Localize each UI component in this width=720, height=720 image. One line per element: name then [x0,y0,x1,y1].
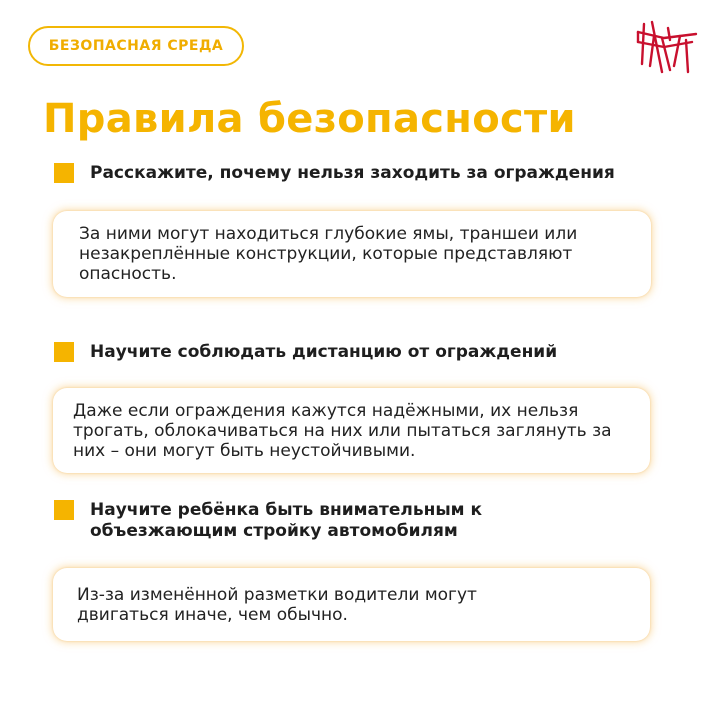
rule-description-card [53,568,650,641]
square-bullet-icon [54,342,74,362]
rule-description: Даже если ограждения кажутся надёжными, их нельзя трогать, облокачиваться на них или пытаться заглянуть за них – они могут быть неустойчивыми. [73,400,612,461]
rule-description: Из-за изменённой разметки водители могут двигаться иначе, чем обычно. [77,584,477,625]
rule-item [54,500,530,542]
rule-item [54,342,650,363]
square-bullet-icon [54,163,74,183]
rule-heading: Научите соблюдать дистанцию от ограждений [90,342,558,362]
barrier-icon [632,18,698,74]
rule-heading: Научите ребёнка быть внимательным к объезжающим стройку автомобилям [90,500,483,541]
section-badge: БЕЗОПАСНАЯ СРЕДА [28,26,244,66]
rule-description-card [53,211,651,297]
square-bullet-icon [54,500,74,520]
page-title: Правила безопасности [43,96,576,142]
rule-item [54,163,650,184]
rule-description: За ними могут находиться глубокие ямы, траншеи или незакреплённые конструкции, которые представляют опасность. [79,224,578,284]
rule-heading: Расскажите, почему нельзя заходить за ограждения [90,163,615,183]
rule-description-card [53,388,650,473]
